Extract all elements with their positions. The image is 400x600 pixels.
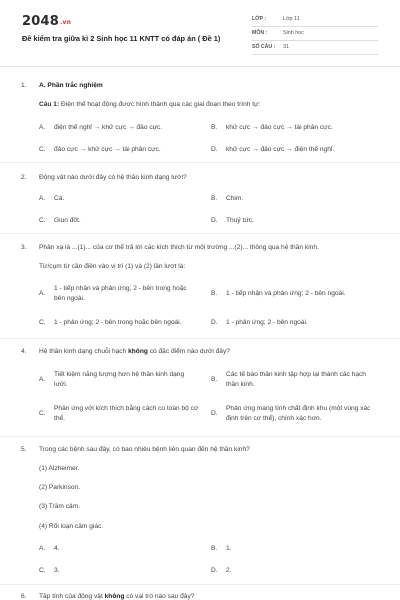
option-c[interactable]: C. Phản ứng với kích thích bằng cách co toàn bộ cơ thể.	[39, 405, 199, 422]
option-a[interactable]: A. Tiết kiệm năng lượng hơn hệ thần kinh dạng lưới.	[39, 371, 185, 388]
question-number: 5.	[21, 446, 27, 453]
question-divider	[0, 162, 400, 163]
question-prompt: Từ/cụm từ cần điền vào vị trí (1) và (2) lần lượt là:	[39, 263, 186, 270]
site-logo[interactable]	[22, 14, 71, 29]
document-header	[0, 0, 400, 66]
list-item: (3) Trầm cảm.	[39, 503, 81, 510]
meta-class-value: Lớp 11	[283, 16, 300, 22]
option-a[interactable]: A. 1 - tiếp nhận và phản ứng; 2 - bên trong hoặc bên ngoài.	[39, 285, 187, 302]
meta-subject-label: MÔN :	[252, 30, 268, 36]
header-divider	[0, 66, 400, 67]
list-item: (2) Parkinson.	[39, 484, 81, 491]
question-number: 4.	[21, 348, 27, 355]
question-text: Hệ thần kinh dạng chuỗi hạch không có đặc điểm nào dưới đây?	[39, 348, 230, 355]
meta-class-row	[252, 14, 378, 27]
logo-suffix: .vn	[59, 19, 72, 26]
option-b[interactable]: B. Các tế bào thần kinh tập hợp lại thành các hạch thần kinh.	[211, 371, 366, 388]
question-text: Trong các bệnh sau đây, có bao nhiêu bệnh liên quan đến hệ thần kinh?	[39, 446, 250, 453]
question-number: 6.	[21, 593, 27, 600]
question-text: Động vật nào dưới đây có hệ thần kinh dạng lưới?	[39, 174, 187, 181]
question-divider	[0, 436, 400, 437]
meta-count-row	[252, 42, 378, 55]
meta-count-value: 31	[283, 44, 289, 50]
option-d[interactable]: D. Phản ứng mang tính chất định khu (một vùng xác định trên cơ thể), chính xác hơn.	[211, 405, 371, 422]
document-title: Đề kiểm tra giữa kì 2 Sinh học 11 KNTT có đáp án ( Đề 1)	[22, 34, 221, 43]
logo-text: 2048	[22, 14, 59, 29]
question-divider	[0, 338, 400, 339]
question-text: Phản xạ là ...(1)... của cơ thể trả lời các kích thích từ môi trường ...(2)... thông qua hệ thần kinh.	[39, 244, 319, 251]
meta-class-label: LỚP :	[252, 16, 267, 22]
question-text: Tập tính của động vật không có vai trò nào sau đây?	[39, 593, 195, 600]
question-number: 1.	[21, 82, 27, 89]
meta-subject-row	[252, 28, 378, 41]
list-item: (4) Rối loạn cảm giác.	[39, 523, 104, 530]
meta-count-label: SỐ CÂU :	[252, 44, 276, 50]
section-title: A. Phần trắc nghiệm	[39, 82, 103, 89]
question-number: 3.	[21, 244, 27, 251]
question-number: 2.	[21, 174, 27, 181]
list-item: (1) Alzheimer.	[39, 465, 80, 472]
question-divider	[0, 233, 400, 234]
question-divider	[0, 584, 400, 585]
meta-subject-value: Sinh học	[283, 30, 304, 36]
question-prompt: Câu 1: Điện thế hoạt động được hình thành qua các giai đoạn theo trình tự:	[39, 101, 261, 108]
